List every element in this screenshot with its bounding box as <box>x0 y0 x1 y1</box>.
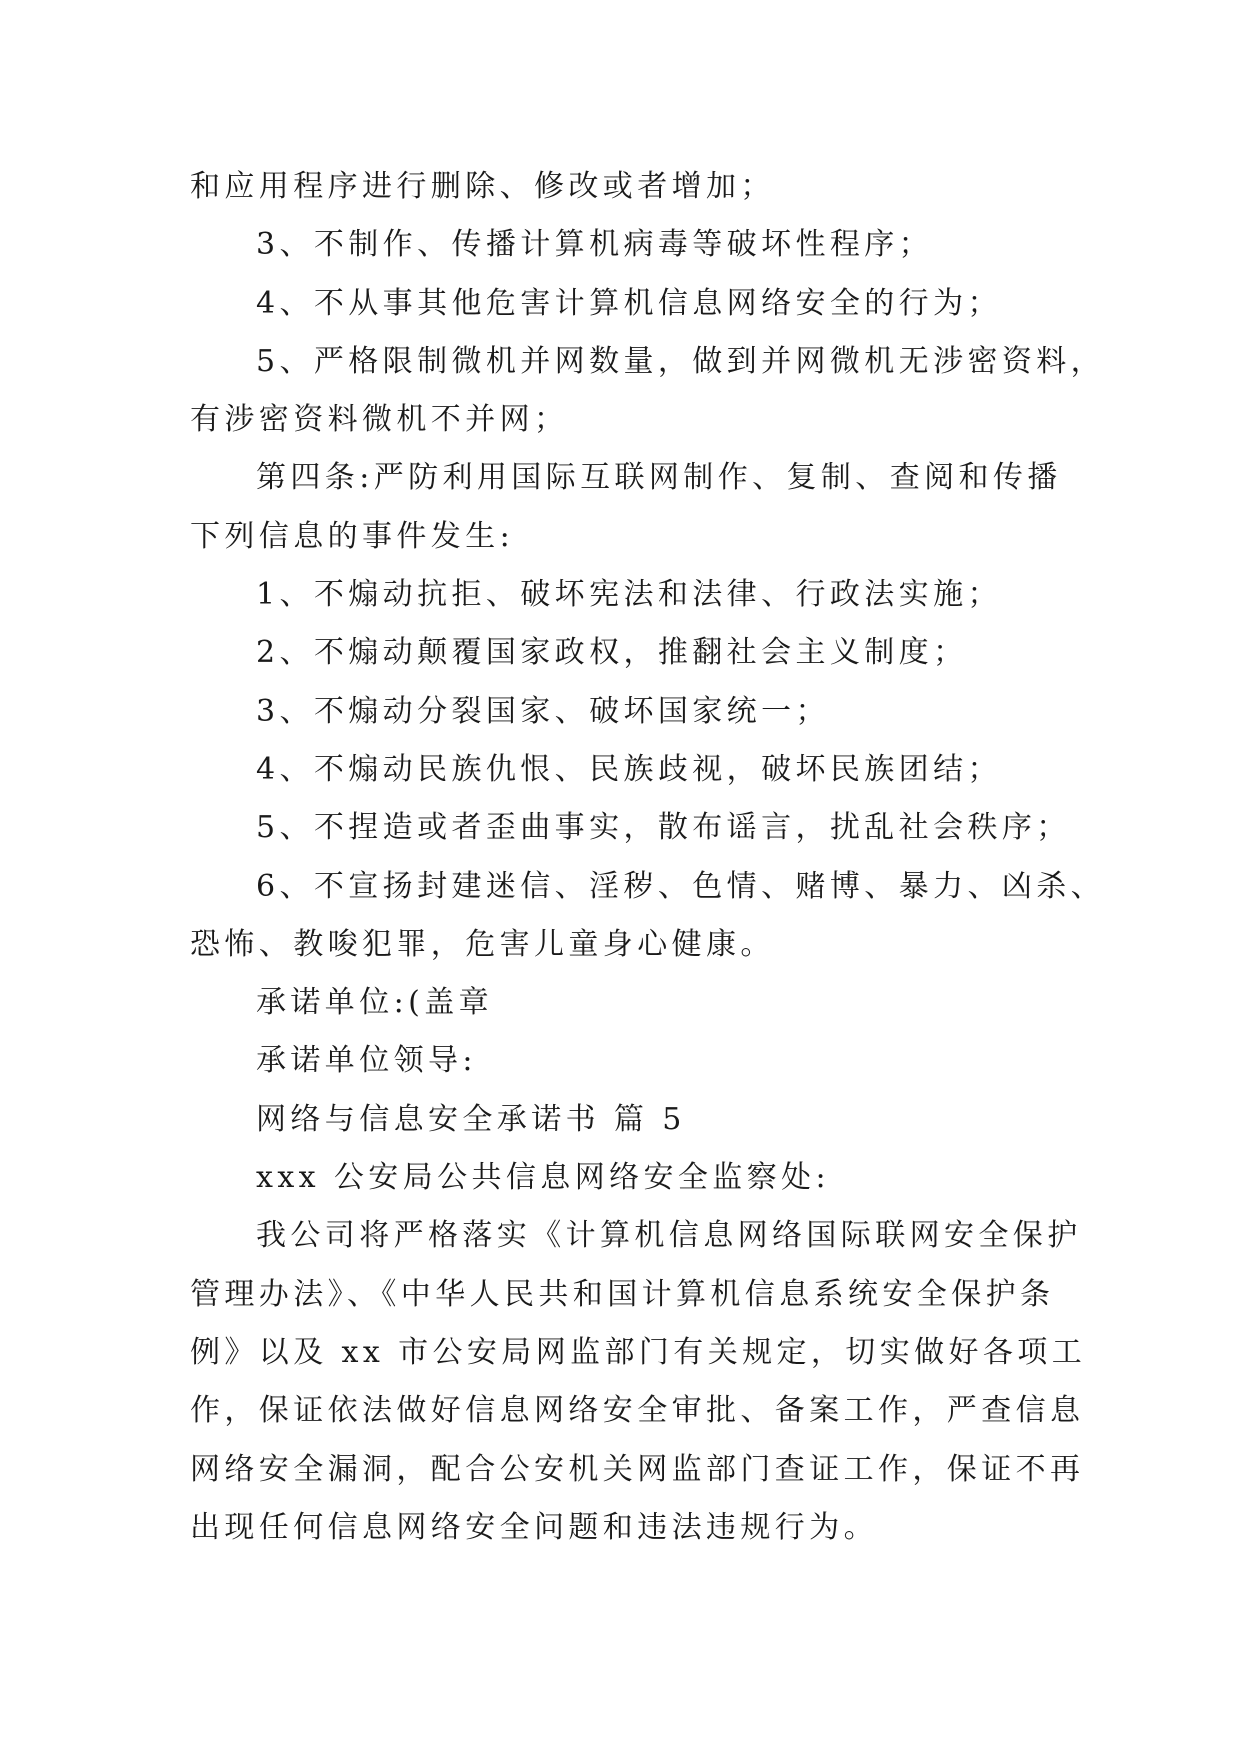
text-line: 出现任何信息网络安全问题和违法违规行为。 <box>190 1509 878 1545</box>
addressee-line: xxx 公安局公共信息网络安全监察处: <box>256 1160 830 1196</box>
section-heading: 网络与信息安全承诺书 篇 5 <box>256 1101 686 1137</box>
text-line: 管理办法》、《中华人民共和国计算机信息系统安全保护条 <box>190 1276 1055 1312</box>
document-body <box>190 158 1106 1557</box>
text-line: 5、不捏造或者歪曲事实，散布谣言，扰乱社会秩序； <box>256 810 1071 846</box>
text-line: 6、不宣扬封建迷信、淫秽、色情、赌博、暴力、凶杀、 <box>256 868 1106 904</box>
text-line: 3、不制作、传播计算机病毒等破坏性程序； <box>256 227 934 263</box>
text-line: 5、严格限制微机并网数量，做到并网微机无涉密资料， <box>256 343 1106 379</box>
text-line: 下列信息的事件发生: <box>190 518 515 554</box>
text-line: 作，保证依法做好信息网络安全审批、备案工作，严查信息 <box>190 1393 1085 1429</box>
text-line: 4、不煽动民族仇恨、民族歧视，破坏民族团结； <box>256 751 1002 787</box>
text-line: 网络安全漏洞，配合公安机关网监部门查证工作，保证不再 <box>190 1451 1085 1487</box>
text-line: 3、不煽动分裂国家、破坏国家统一； <box>256 693 830 729</box>
signature-unit-label: 承诺单位:(盖章 <box>256 985 494 1021</box>
text-line: 和应用程序进行删除、修改或者增加； <box>190 169 775 204</box>
text-line: 第四条:严防利用国际互联网制作、复制、查阅和传播 <box>256 460 1062 496</box>
text-line: 2、不煽动颠覆国家政权，推翻社会主义制度； <box>256 635 968 671</box>
signature-leader-label: 承诺单位领导: <box>256 1043 477 1079</box>
text-line: 我公司将严格落实《计算机信息网络国际联网安全保护 <box>256 1218 1082 1254</box>
text-line: 恐怖、教唆犯罪，危害儿童身心健康。 <box>190 926 775 962</box>
text-line: 例》以及 xx 市公安局网监部门有关规定，切实做好各项工 <box>190 1334 1087 1370</box>
text-line: 有涉密资料微机不并网； <box>190 402 569 438</box>
text-line: 4、不从事其他危害计算机信息网络安全的行为； <box>256 285 1002 321</box>
text-line: 1、不煽动抗拒、破坏宪法和法律、行政法实施； <box>256 577 1002 613</box>
